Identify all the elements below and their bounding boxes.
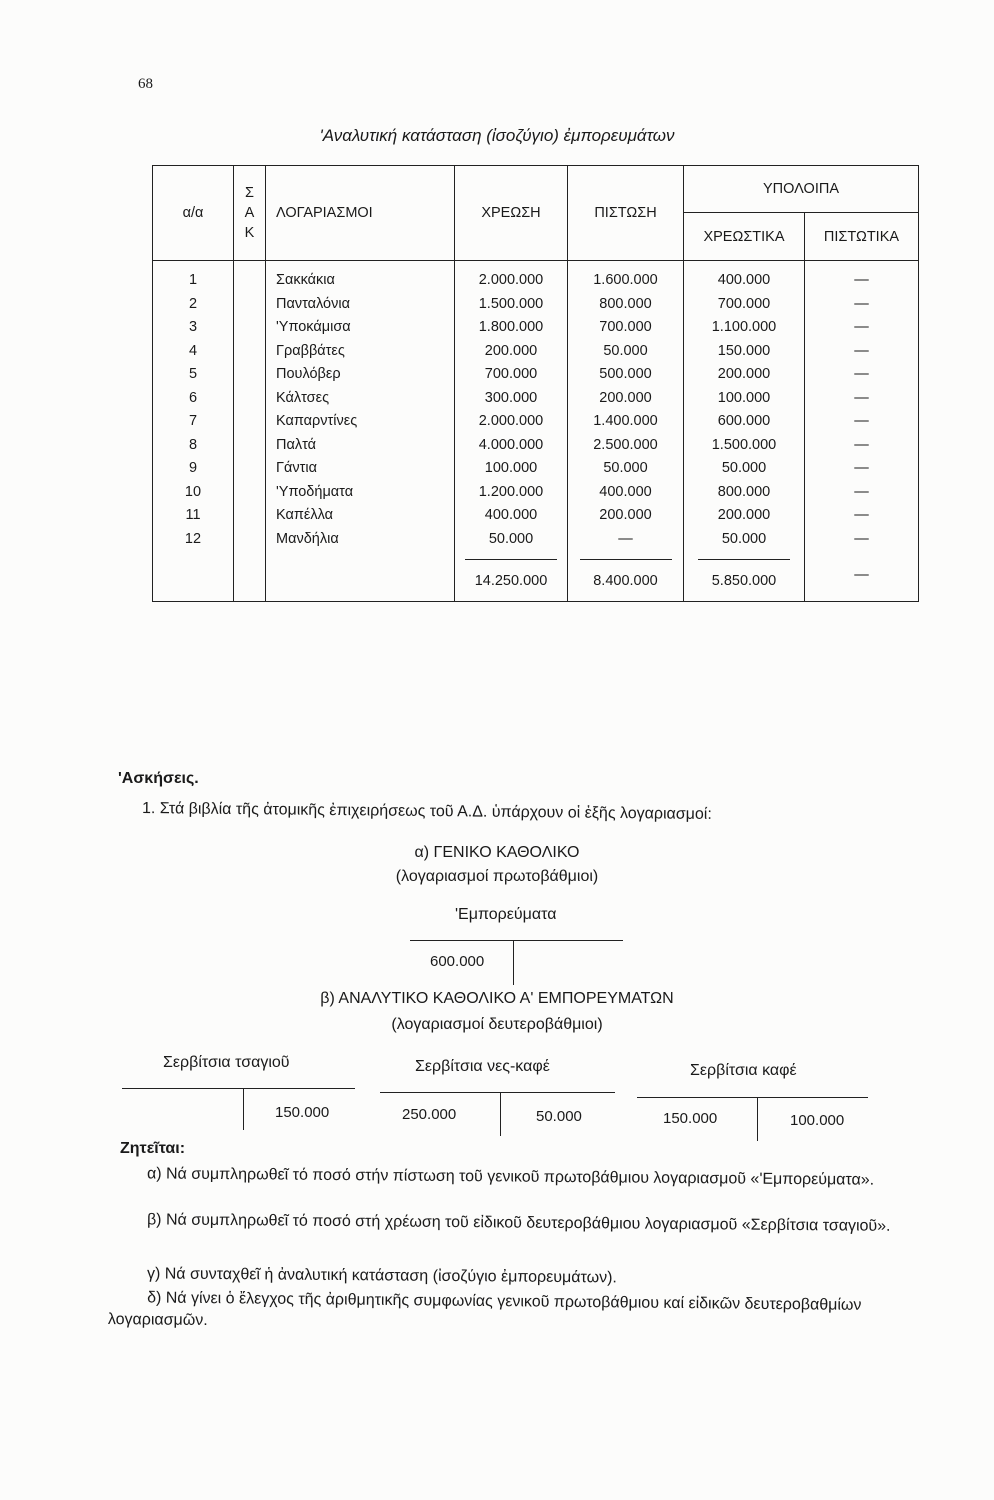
row-sak	[234, 363, 266, 387]
row-credit-balance: —	[805, 340, 919, 364]
row-sak	[234, 481, 266, 505]
row-number: 3	[153, 316, 234, 340]
row-sak	[234, 261, 266, 293]
row-credit: 1.600.000	[568, 261, 684, 293]
analytic-ledger-subtitle: (λογαριασμοί δευτεροβάθμιοι)	[391, 1016, 603, 1033]
table-row	[153, 293, 919, 317]
row-account: Καπέλλα	[266, 504, 455, 528]
row-debit: 50.000	[455, 528, 568, 552]
header-aa: α/α	[153, 166, 234, 261]
row-credit: 800.000	[568, 293, 684, 317]
row-debit-balance: 200.000	[684, 504, 805, 528]
table-title: 'Αναλυτική κατάσταση (ἰσοζύγιο) ἐμπορευμάτων	[319, 126, 675, 145]
t-account-rule	[380, 1092, 615, 1093]
row-debit-balance: 600.000	[684, 410, 805, 434]
row-credit-balance: —	[805, 457, 919, 481]
row-sak	[234, 316, 266, 340]
t-account-name: Σερβίτσια καφέ	[690, 1062, 797, 1079]
table-row	[153, 410, 919, 434]
row-sak	[234, 293, 266, 317]
row-sak	[234, 504, 266, 528]
row-debit: 1.500.000	[455, 293, 568, 317]
table-row	[153, 340, 919, 364]
t-account-divider	[757, 1097, 758, 1141]
row-number: 10	[153, 481, 234, 505]
t-account-rule	[410, 940, 623, 941]
row-credit: 50.000	[568, 340, 684, 364]
table-row	[153, 261, 919, 293]
totals-empty-cell	[266, 551, 455, 602]
t-account-debit: 250.000	[402, 1106, 457, 1123]
row-credit-balance: —	[805, 481, 919, 505]
row-debit-balance: 700.000	[684, 293, 805, 317]
row-sak	[234, 528, 266, 552]
row-account: Παλτά	[266, 434, 455, 458]
row-account: Πουλόβερ	[266, 363, 455, 387]
row-account: 'Υποδήματα	[266, 481, 455, 505]
table-row	[153, 387, 919, 411]
t-account-divider	[243, 1088, 244, 1130]
row-sak	[234, 340, 266, 364]
row-debit: 100.000	[455, 457, 568, 481]
general-ledger-title: α) ΓΕΝΙΚΟ ΚΑΘΟΛΙΚΟ	[414, 844, 580, 861]
totals-empty-cell	[234, 551, 266, 602]
row-credit-balance: —	[805, 293, 919, 317]
totals-cell	[455, 551, 568, 602]
row-account: Μανδήλια	[266, 528, 455, 552]
row-credit: 200.000	[568, 504, 684, 528]
row-credit: 1.400.000	[568, 410, 684, 434]
row-credit-balance: —	[805, 528, 919, 552]
row-credit-balance: —	[805, 387, 919, 411]
required-item-a: α) Νά συμπληρωθεῖ τό ποσό στήν πίστωση τοῦ γενικοῦ πρωτοβάθμιου λογαριασμοῦ «'Εμπορεύματα».	[146, 1165, 875, 1189]
header-balances: ΥΠΟΛΟΙΠΑ	[684, 166, 919, 213]
t-account-credit: 50.000	[536, 1108, 582, 1125]
t-account-credit: 100.000	[790, 1112, 845, 1129]
required-item-d: δ) Νά γίνει ὁ ἔλεγχος τῆς ἀριθμητικῆς συμφωνίας γενικοῦ πρωτοβάθμιου καί εἰδικῶν δευτεροβαθμίων λογαριασμῶν.	[107, 1289, 862, 1330]
t-account-rule	[637, 1097, 868, 1098]
header-sak-2: Α	[244, 205, 255, 221]
table-row	[153, 481, 919, 505]
row-debit: 700.000	[455, 363, 568, 387]
t-account-debit: 150.000	[663, 1110, 718, 1127]
row-credit: 50.000	[568, 457, 684, 481]
row-debit: 2.000.000	[455, 261, 568, 293]
row-credit: 200.000	[568, 387, 684, 411]
totals-row	[153, 551, 919, 602]
row-credit: 700.000	[568, 316, 684, 340]
required-item-b: β) Νά συμπληρωθεῖ τό ποσό στή χρέωση τοῦ εἰδικοῦ δευτεροβάθμιου λογαριασμοῦ «Σερβίτσια τσαγιοῦ».	[146, 1211, 891, 1235]
row-debit-balance: 50.000	[684, 528, 805, 552]
required-item-c: γ) Νά συνταχθεῖ ἡ ἀναλυτική κατάσταση (ἰσοζύγιο ἐμπορευμάτων).	[146, 1265, 617, 1287]
row-debit-balance: 800.000	[684, 481, 805, 505]
analytic-ledger-title: β) ΑΝΑΛΥΤΙΚΟ ΚΑΘΟΛΙΚΟ Α' ΕΜΠΟΡΕΥΜΑΤΩΝ	[320, 990, 674, 1007]
total-value: 14.250.000	[465, 559, 557, 594]
row-debit: 400.000	[455, 504, 568, 528]
trial-balance-table	[152, 165, 919, 602]
row-debit: 300.000	[455, 387, 568, 411]
row-debit-balance: 1.100.000	[684, 316, 805, 340]
row-debit-balance: 50.000	[684, 457, 805, 481]
page-number: 68	[138, 76, 153, 92]
row-account: 'Υποκάμισα	[266, 316, 455, 340]
row-number: 8	[153, 434, 234, 458]
row-account: Γραββάτες	[266, 340, 455, 364]
row-sak	[234, 387, 266, 411]
row-debit-balance: 100.000	[684, 387, 805, 411]
row-credit-balance: —	[805, 261, 919, 293]
exercises-heading: 'Ασκήσεις.	[118, 770, 199, 787]
row-debit-balance: 150.000	[684, 340, 805, 364]
t-account-divider	[500, 1092, 501, 1136]
row-debit: 1.800.000	[455, 316, 568, 340]
header-sak-1: Σ	[245, 185, 254, 201]
row-credit: 2.500.000	[568, 434, 684, 458]
row-debit: 200.000	[455, 340, 568, 364]
table-row	[153, 504, 919, 528]
row-debit: 1.200.000	[455, 481, 568, 505]
row-account: Καπαρντίνες	[266, 410, 455, 434]
total-value: 5.850.000	[698, 559, 790, 594]
exercise-intro: 1. Στά βιβλία τῆς ἀτομικῆς ἐπιχειρήσεως τοῦ Α.Δ. ὑπάρχουν οἱ ἑξῆς λογαριασμοί:	[141, 800, 712, 823]
row-sak	[234, 457, 266, 481]
row-debit: 2.000.000	[455, 410, 568, 434]
table-row	[153, 434, 919, 458]
row-credit: —	[568, 528, 684, 552]
row-number: 7	[153, 410, 234, 434]
row-credit-balance: —	[805, 434, 919, 458]
t-account-name: Σερβίτσια τσαγιοῦ	[163, 1054, 290, 1071]
row-account: Πανταλόνια	[266, 293, 455, 317]
row-debit-balance: 200.000	[684, 363, 805, 387]
row-account: Κάλτσες	[266, 387, 455, 411]
row-sak	[234, 410, 266, 434]
row-credit-balance: —	[805, 316, 919, 340]
row-number: 5	[153, 363, 234, 387]
header-accounts: ΛΟΓΑΡΙΑΣΜΟΙ	[266, 166, 455, 261]
header-debit-balance: ΧΡΕΩΣΤΙΚΑ	[684, 213, 805, 261]
t-account-divider	[513, 940, 514, 985]
t-account-credit: 150.000	[275, 1104, 330, 1121]
row-credit-balance: —	[805, 410, 919, 434]
header-credit: ΠΙΣΤΩΣΗ	[568, 166, 684, 261]
row-debit: 4.000.000	[455, 434, 568, 458]
row-debit-balance: 1.500.000	[684, 434, 805, 458]
totals-empty-cell	[153, 551, 234, 602]
row-number: 2	[153, 293, 234, 317]
totals-cell	[684, 551, 805, 602]
t-account-name: Σερβίτσια νες-καφέ	[415, 1058, 550, 1075]
row-number: 12	[153, 528, 234, 552]
row-number: 6	[153, 387, 234, 411]
row-account: Γάντια	[266, 457, 455, 481]
row-number: 11	[153, 504, 234, 528]
t-account-debit: 600.000	[430, 953, 485, 970]
row-credit: 400.000	[568, 481, 684, 505]
row-number: 9	[153, 457, 234, 481]
row-number: 1	[153, 261, 234, 293]
table-row	[153, 363, 919, 387]
table-row	[153, 457, 919, 481]
t-account-rule	[122, 1088, 355, 1089]
row-sak	[234, 434, 266, 458]
total-value: 8.400.000	[580, 559, 672, 594]
row-credit: 500.000	[568, 363, 684, 387]
required-heading: Ζητεῖται:	[120, 1140, 186, 1157]
table-row	[153, 528, 919, 552]
header-sak-3: Κ	[244, 225, 255, 241]
header-debit: ΧΡΕΩΣΗ	[455, 166, 568, 261]
table-row	[153, 316, 919, 340]
row-account: Σακκάκια	[266, 261, 455, 293]
t-account-name: 'Εμπορεύματα	[455, 906, 557, 923]
totals-cell	[568, 551, 684, 602]
total-value: —	[854, 567, 869, 584]
header-credit-balance: ΠΙΣΤΩΤΙΚΑ	[805, 213, 919, 261]
totals-cell	[805, 551, 919, 602]
row-credit-balance: —	[805, 504, 919, 528]
row-number: 4	[153, 340, 234, 364]
general-ledger-subtitle: (λογαριασμοί πρωτοβάθμιοι)	[395, 868, 599, 885]
row-debit-balance: 400.000	[684, 261, 805, 293]
header-sak	[234, 166, 266, 261]
row-credit-balance: —	[805, 363, 919, 387]
